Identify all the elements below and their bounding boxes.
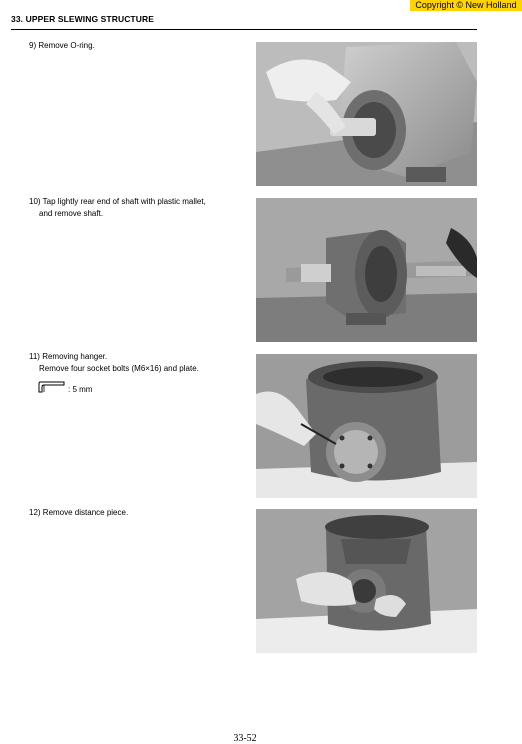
photo-remove-distance-piece	[256, 509, 477, 653]
step-12-line-1: 12) Remove distance piece.	[29, 508, 129, 517]
step-12	[29, 507, 249, 519]
page-number: 33-52	[233, 733, 257, 744]
hex-wrench-icon	[38, 380, 66, 394]
header-rule	[11, 29, 477, 30]
step-10	[29, 196, 249, 220]
step-9-line-1: 9) Remove O-ring.	[29, 41, 95, 50]
photo-remove-hanger	[256, 354, 477, 498]
step-11	[29, 351, 249, 375]
section-title: 33. UPPER SLEWING STRUCTURE	[11, 14, 154, 24]
photo-remove-shaft	[256, 198, 477, 342]
step-9	[29, 40, 249, 52]
step-10-line-1: 10) Tap lightly rear end of shaft with plastic mallet,	[29, 197, 206, 206]
photo-remove-o-ring	[256, 42, 477, 186]
step-11-line-2: Remove four socket bolts (M6×16) and plate.	[39, 364, 199, 373]
step-10-line-2: and remove shaft.	[39, 209, 104, 218]
tool-size-label: : 5 mm	[68, 385, 93, 394]
step-11-line-1: 11) Removing hanger.	[29, 352, 108, 361]
tool-size	[38, 380, 108, 394]
copyright-banner: Copyright © New Holland	[410, 0, 522, 11]
